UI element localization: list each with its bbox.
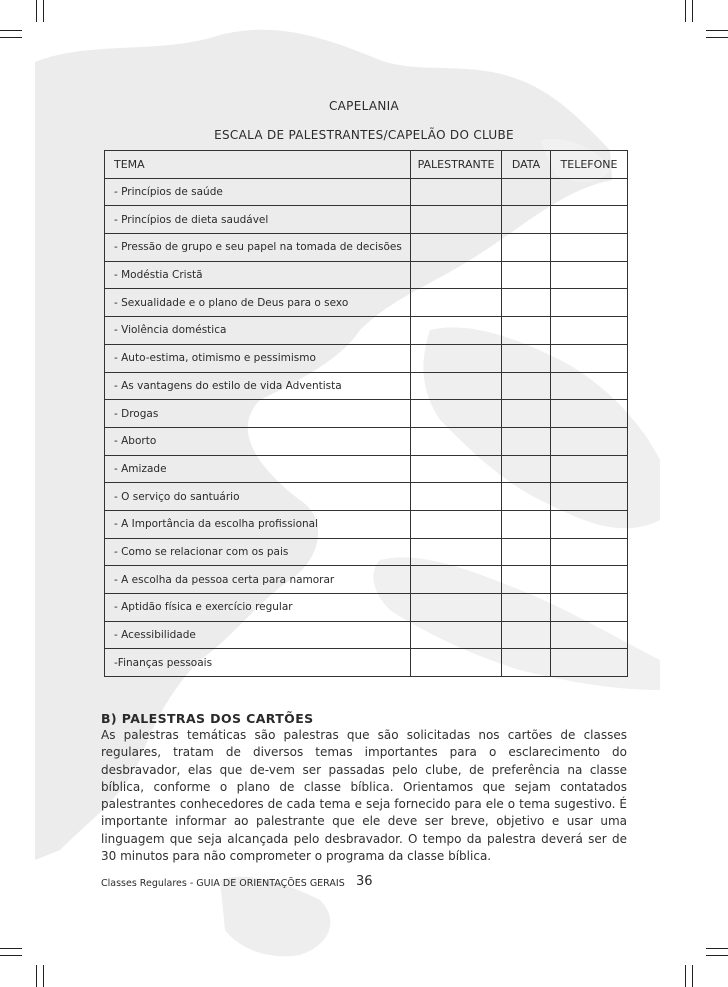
speaker-cell[interactable]	[411, 510, 502, 538]
topic-cell: -Finanças pessoais	[105, 649, 411, 677]
speaker-cell[interactable]	[411, 372, 502, 400]
topic-cell: - Drogas	[105, 400, 411, 428]
date-cell[interactable]	[502, 538, 551, 566]
date-cell[interactable]	[502, 510, 551, 538]
topic-cell: - Aptidão física e exercício regular	[105, 594, 411, 622]
speaker-cell[interactable]	[411, 649, 502, 677]
speaker-cell[interactable]	[411, 344, 502, 372]
topic-cell: - Sexualidade e o plano de Deus para o sexo	[105, 289, 411, 317]
topic-cell: - O serviço do santuário	[105, 483, 411, 511]
date-cell[interactable]	[502, 178, 551, 206]
phone-cell[interactable]	[551, 566, 628, 594]
section-title: B) PALESTRAS DOS CARTÕES	[101, 711, 314, 726]
page-subtitle: ESCALA DE PALESTRANTES/CAPELÃO DO CLUBE	[214, 128, 514, 142]
crop-mark	[36, 965, 37, 987]
topic-cell: - Princípios de saúde	[105, 178, 411, 206]
crop-mark	[706, 955, 728, 956]
topic-cell: - Acessibilidade	[105, 621, 411, 649]
table-row	[105, 206, 628, 234]
phone-cell[interactable]	[551, 206, 628, 234]
crop-mark	[685, 0, 686, 22]
table-row	[105, 621, 628, 649]
topic-cell: - A escolha da pessoa certa para namorar	[105, 566, 411, 594]
phone-cell[interactable]	[551, 317, 628, 345]
table-row	[105, 510, 628, 538]
topic-cell: - Modéstia Cristã	[105, 261, 411, 289]
topic-cell: - Auto-estima, otimismo e pessimismo	[105, 344, 411, 372]
crop-mark	[0, 37, 22, 38]
phone-cell[interactable]	[551, 289, 628, 317]
crop-mark	[0, 30, 22, 31]
date-cell[interactable]	[502, 566, 551, 594]
crop-mark	[692, 0, 693, 22]
phone-cell[interactable]	[551, 538, 628, 566]
crop-mark	[706, 37, 728, 38]
speaker-cell[interactable]	[411, 289, 502, 317]
column-header-palestrante: PALESTRANTE	[411, 151, 502, 179]
phone-cell[interactable]	[551, 649, 628, 677]
phone-cell[interactable]	[551, 455, 628, 483]
table-row	[105, 317, 628, 345]
speaker-cell[interactable]	[411, 234, 502, 262]
date-cell[interactable]	[502, 649, 551, 677]
page-title: CAPELANIA	[328, 99, 399, 113]
column-header-tema: TEMA	[105, 151, 411, 179]
date-cell[interactable]	[502, 621, 551, 649]
footer-text: Classes Regulares - GUIA DE ORIENTAÇÕES GERAIS	[101, 878, 345, 889]
topic-cell: - A Importância da escolha profissional	[105, 510, 411, 538]
speaker-cell[interactable]	[411, 178, 502, 206]
speaker-cell[interactable]	[411, 427, 502, 455]
date-cell[interactable]	[502, 427, 551, 455]
speaker-schedule-table	[104, 150, 628, 677]
table-row	[105, 234, 628, 262]
speaker-cell[interactable]	[411, 455, 502, 483]
phone-cell[interactable]	[551, 372, 628, 400]
speaker-cell[interactable]	[411, 317, 502, 345]
crop-mark	[43, 965, 44, 987]
phone-cell[interactable]	[551, 510, 628, 538]
phone-cell[interactable]	[551, 621, 628, 649]
table-row	[105, 372, 628, 400]
phone-cell[interactable]	[551, 427, 628, 455]
table-row	[105, 178, 628, 206]
date-cell[interactable]	[502, 234, 551, 262]
speaker-cell[interactable]	[411, 400, 502, 428]
crop-mark	[706, 948, 728, 949]
phone-cell[interactable]	[551, 234, 628, 262]
speaker-cell[interactable]	[411, 483, 502, 511]
topic-cell: - Princípios de dieta saudável	[105, 206, 411, 234]
speaker-cell[interactable]	[411, 261, 502, 289]
table-row	[105, 649, 628, 677]
crop-mark	[0, 955, 22, 956]
page-number: 36	[356, 874, 373, 889]
speaker-cell[interactable]	[411, 538, 502, 566]
phone-cell[interactable]	[551, 400, 628, 428]
phone-cell[interactable]	[551, 178, 628, 206]
table-row	[105, 566, 628, 594]
table-row	[105, 344, 628, 372]
column-header-data: DATA	[502, 151, 551, 179]
column-header-telefone: TELEFONE	[551, 151, 628, 179]
date-cell[interactable]	[502, 594, 551, 622]
table-row	[105, 594, 628, 622]
date-cell[interactable]	[502, 289, 551, 317]
phone-cell[interactable]	[551, 594, 628, 622]
date-cell[interactable]	[502, 372, 551, 400]
table-row	[105, 261, 628, 289]
table-row	[105, 455, 628, 483]
table-row	[105, 400, 628, 428]
crop-mark	[685, 965, 686, 987]
speaker-cell[interactable]	[411, 594, 502, 622]
crop-mark	[36, 0, 37, 22]
phone-cell[interactable]	[551, 344, 628, 372]
date-cell[interactable]	[502, 344, 551, 372]
phone-cell[interactable]	[551, 261, 628, 289]
topic-cell: - Aborto	[105, 427, 411, 455]
crop-mark	[43, 0, 44, 22]
date-cell[interactable]	[502, 206, 551, 234]
topic-cell: - Como se relacionar com os pais	[105, 538, 411, 566]
date-cell[interactable]	[502, 317, 551, 345]
crop-mark	[0, 948, 22, 949]
table-row	[105, 538, 628, 566]
topic-cell: - As vantagens do estilo de vida Adventista	[105, 372, 411, 400]
speaker-cell[interactable]	[411, 206, 502, 234]
speaker-cell[interactable]	[411, 621, 502, 649]
table-row	[105, 427, 628, 455]
date-cell[interactable]	[502, 400, 551, 428]
table-header-row	[105, 151, 628, 179]
table-row	[105, 483, 628, 511]
crop-mark	[692, 965, 693, 987]
date-cell[interactable]	[502, 483, 551, 511]
crop-mark	[706, 30, 728, 31]
speaker-cell[interactable]	[411, 566, 502, 594]
section-body: As palestras temáticas são palestras que são solicitadas nos cartões de classes regulares, tratam de diversos temas importantes para o esclarecimento do desbravador, elas que de-vem ser passadas pelo clube, de preferência na classe bíblica, conforme o plano de classe bíblica. Orientamos que sejam contatados palestrantes conhecedores de cada tema e seja fornecido para ele o tema sugestivo. É importante informar ao palestrante que ele deve ser breve, objetivo e usar uma linguagem que seja alcançada pelo desbravador. O tempo da palestra deverá ser de 30 minutos para não comprometer o programa da classe bíblica.	[101, 728, 627, 864]
date-cell[interactable]	[502, 261, 551, 289]
topic-cell: - Violência doméstica	[105, 317, 411, 345]
phone-cell[interactable]	[551, 483, 628, 511]
topic-cell: - Amizade	[105, 455, 411, 483]
date-cell[interactable]	[502, 455, 551, 483]
table-row	[105, 289, 628, 317]
topic-cell: - Pressão de grupo e seu papel na tomada de decisões	[105, 234, 411, 262]
